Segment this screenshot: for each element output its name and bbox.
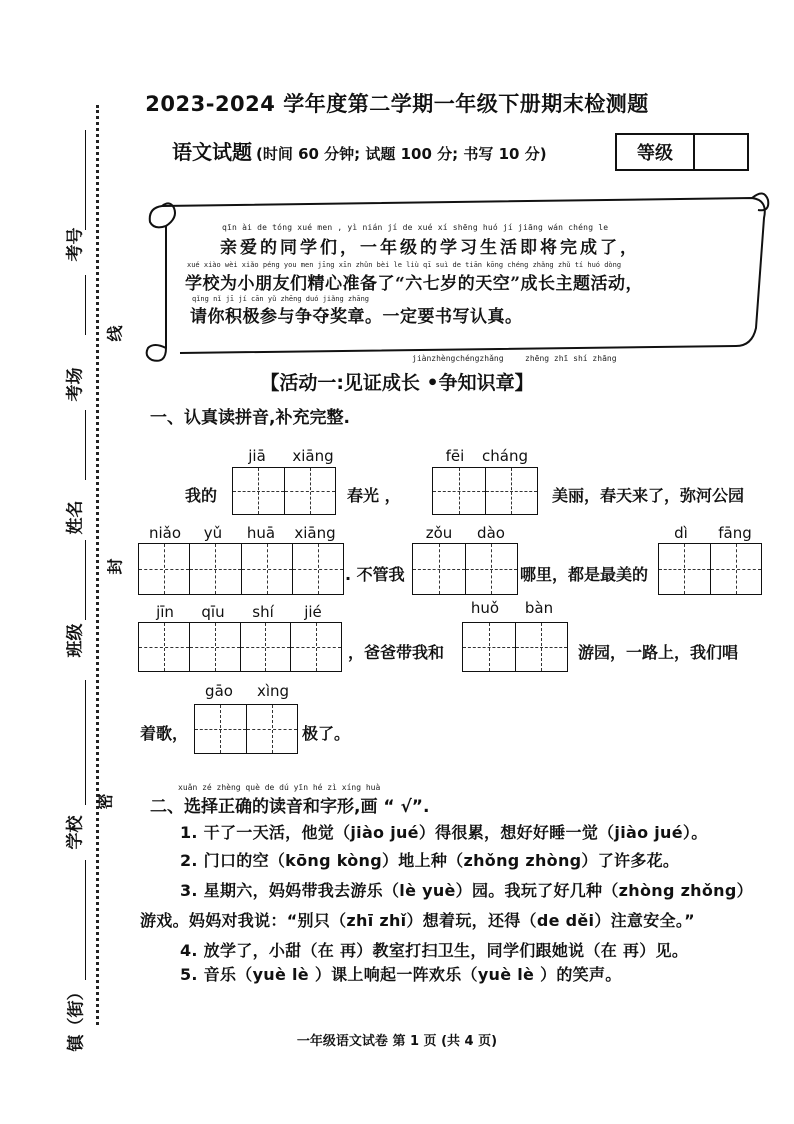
- intro-pinyin-3: qǐng nǐ jī jí cān yǔ zhēng duó jiǎng zhāng: [192, 295, 370, 303]
- intro-line-2: 学校为小朋友们精心准备了“六七岁的天空”成长主题活动，: [185, 274, 644, 294]
- pinyin-jie: jié: [304, 603, 322, 621]
- question-3-cont: 游戏。妈妈对我说：“别只（zhī zhǐ）想着玩，还得（de děi）注意安全。”: [140, 911, 695, 930]
- pinyin-gao: gāo: [205, 682, 233, 700]
- question-4: 4. 放学了，小甜（在 再）教室打扫卫生，同学们跟她说（在 再）见。: [180, 941, 689, 960]
- intro-pinyin-1: qīn ài de tóng xué men , yì nián jí de xué xí shēng huó jí jiāng wán chéng le: [222, 223, 609, 232]
- section2-heading: 二、选择正确的读音和字形,画 “ √”.: [150, 797, 430, 817]
- pinyin-jia: jiā: [248, 447, 266, 465]
- pinyin-qiu: qīu: [201, 603, 225, 621]
- section1-heading: 一、认真读拼音,补充完整.: [150, 408, 350, 428]
- pinyin-chang: cháng: [482, 447, 528, 465]
- row1-post-text: 美丽，春天来了，弥河公园: [552, 486, 745, 505]
- answer-grid-gaoxing[interactable]: [194, 704, 298, 754]
- label-name: 姓名: [65, 500, 86, 535]
- pinyin-niao: niǎo: [148, 524, 182, 542]
- school-underline: [85, 680, 86, 805]
- answer-grid-huoban[interactable]: [462, 622, 568, 672]
- question-5: 5. 音乐（yuè lè ）课上响起一阵欢乐（yuè lè ）的笑声。: [180, 965, 622, 984]
- answer-grid-zoudao[interactable]: [412, 543, 518, 595]
- pinyin-hua: huā: [246, 524, 276, 542]
- row2-mid2-text: 哪里，都是最美的: [520, 565, 649, 584]
- answer-grid-difang[interactable]: [658, 543, 762, 595]
- pinyin-xiang2: xiāng: [294, 524, 336, 542]
- exam-no-underline: [85, 130, 86, 230]
- pinyin-jin: jīn: [156, 603, 174, 621]
- pinyin-huo: huǒ: [470, 599, 500, 617]
- exam-title: 2023-2024 学年度第二学期一年级下册期末检测题: [145, 92, 649, 116]
- question-2: 2. 门口的空（kōng kòng）地上种（zhǒng zhòng）了许多花。: [180, 851, 680, 870]
- binding-mark-secret: 密: [95, 793, 115, 810]
- pinyin-di: dì: [674, 524, 688, 542]
- pinyin-shi: shí: [252, 603, 274, 621]
- label-class: 班级: [65, 623, 86, 658]
- row3-post-text: 游园，一路上，我们唱: [578, 643, 739, 662]
- activity-title: 【活动一:见证成长 •争知识章】: [260, 372, 534, 394]
- answer-grid-jinqiushijie[interactable]: [138, 622, 342, 672]
- row4-post-text: 极了。: [302, 724, 351, 743]
- pinyin-xing: xìng: [256, 682, 290, 700]
- question-1: 1. 干了一天活，他觉（jiào jué）得很累，想好好睡一觉（jiào jué）。: [180, 823, 708, 842]
- grade-entry-cell[interactable]: [695, 135, 747, 169]
- class-underline: [85, 540, 86, 620]
- activity-pinyin-left: jiànzhèngchéngzhǎng: [412, 354, 504, 363]
- row1-pre-text: 我的: [185, 486, 218, 505]
- pinyin-fang: fāng: [718, 524, 752, 542]
- pinyin-yu: yǔ: [203, 524, 223, 542]
- binding-mark-seal: 封: [105, 558, 125, 575]
- grade-label: 等级: [617, 135, 695, 169]
- subject-label: 语文试题: [172, 140, 252, 164]
- name-underline: [85, 410, 86, 480]
- exam-subtitle: [172, 136, 547, 165]
- exam-room-underline: [85, 275, 86, 335]
- label-exam-no: 考号: [65, 227, 86, 262]
- answer-grid-niaoyuhuaxiang[interactable]: [138, 543, 344, 595]
- row1-mid-text: 春光 ，: [347, 486, 401, 505]
- page-footer: 一年级语文试卷 第 1 页 (共 4 页): [296, 1034, 498, 1049]
- activity-pinyin-right: zhēng zhī shí zhāng: [525, 354, 617, 363]
- answer-grid-jiaxiang[interactable]: [232, 467, 336, 515]
- row2-mid-text: . 不管我: [345, 565, 405, 584]
- row4-pre-text: 着歌，: [140, 724, 189, 743]
- answer-grid-feichang[interactable]: [432, 467, 538, 515]
- binding-dotted-line: [96, 105, 99, 1025]
- row3-mid-text: ，爸爸带我和: [348, 643, 445, 662]
- label-exam-room: 考场: [65, 367, 86, 402]
- grade-box: [615, 133, 749, 171]
- pinyin-xiang: xiāng: [292, 447, 334, 465]
- section2-pinyin: xuǎn zé zhèng què de dú yīn hé zì xíng huà: [178, 783, 381, 792]
- intro-line-1: 亲爱的同学们，一年级的学习生活即将完成了，: [220, 238, 640, 258]
- binding-mark-line: 线: [105, 325, 125, 342]
- pinyin-ban: bàn: [524, 599, 554, 617]
- pinyin-dao: dào: [477, 524, 505, 542]
- pinyin-fei: fēi: [445, 447, 465, 465]
- intro-line-3: 请你积极参与争夺奖章。一定要书写认真。: [190, 307, 523, 327]
- label-town: 镇（街）: [66, 983, 87, 1052]
- intro-pinyin-2: xué xiào wèi xiǎo péng you men jīng xīn zhǔn bèi le liù qī suì de tiān kōng chéng zhǎng zhǔ tí huó dòng: [187, 261, 622, 269]
- label-school: 学校: [65, 815, 86, 850]
- question-3: 3. 星期六，妈妈带我去游乐（lè yuè）园。我玩了好几种（zhòng zhǒng）: [180, 881, 753, 900]
- pinyin-zou: zǒu: [425, 524, 453, 542]
- town-underline: [85, 860, 86, 980]
- time-score-note: (时间 60 分钟; 试题 100 分; 书写 10 分): [256, 145, 547, 163]
